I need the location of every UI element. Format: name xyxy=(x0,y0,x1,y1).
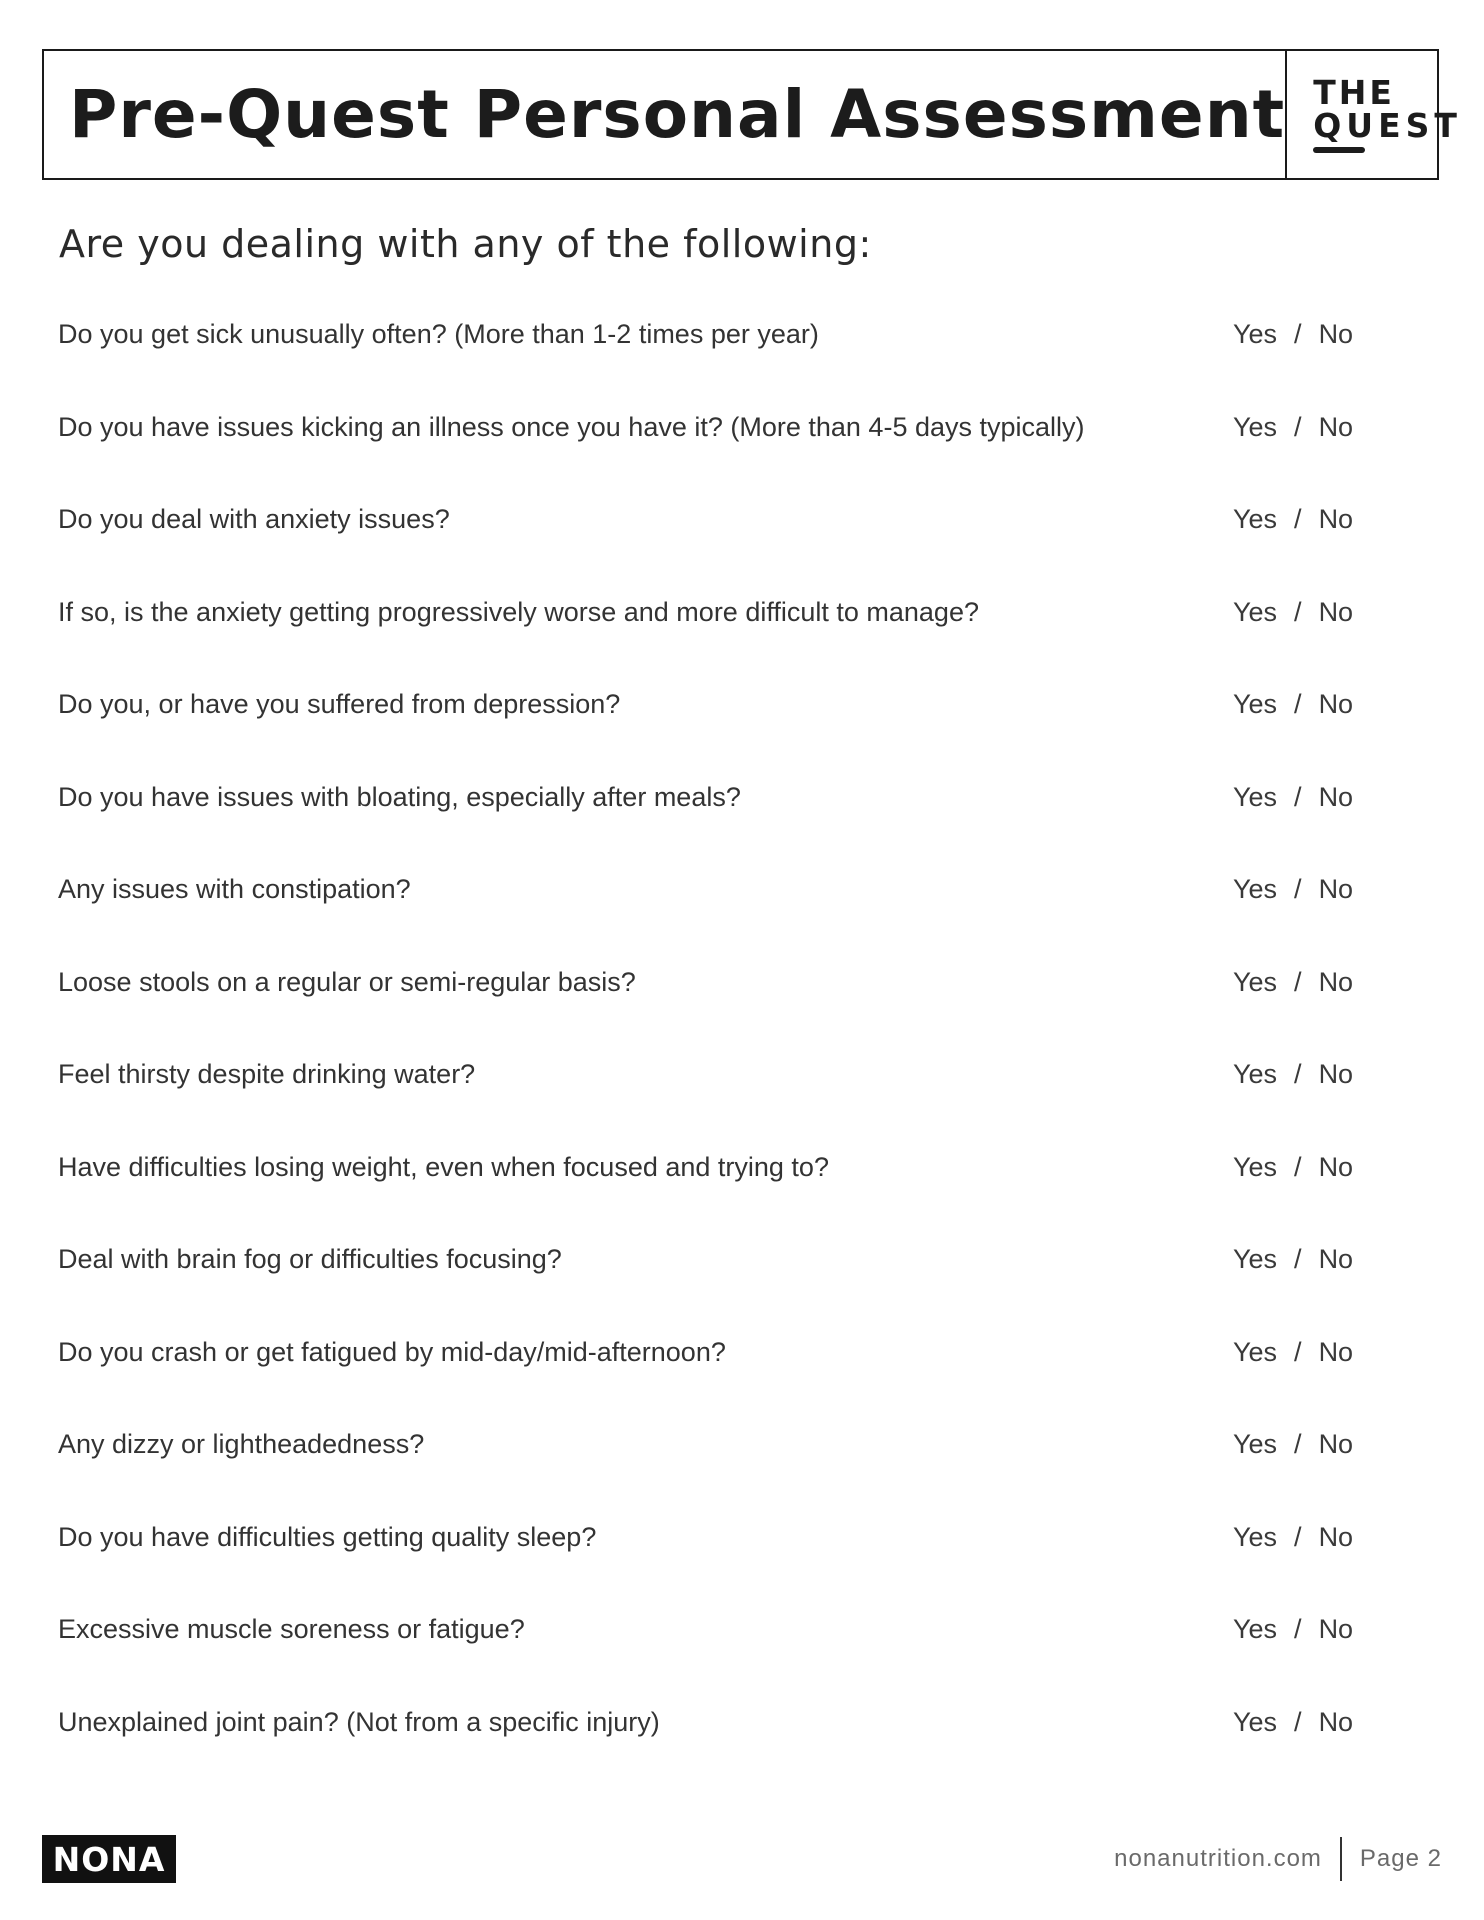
answer-separator: / xyxy=(1294,966,1302,997)
answer-separator: / xyxy=(1294,596,1302,627)
question-text: Do you have issues with bloating, especially after meals? xyxy=(58,781,741,812)
question-row xyxy=(0,1600,1484,1693)
question-text: Any issues with constipation? xyxy=(58,874,411,904)
question-text: Do you get sick unusually often? (More than 1-2 times per year) xyxy=(58,319,819,349)
answer-separator: / xyxy=(1294,1706,1302,1737)
question-row xyxy=(0,1045,1484,1138)
question-row xyxy=(0,768,1484,861)
footer-website: nonanutrition.com xyxy=(1114,1845,1322,1872)
question-text: If so, is the anxiety getting progressively worse and more difficult to manage? xyxy=(58,596,979,627)
header-box xyxy=(42,49,1462,180)
question-text: Excessive muscle soreness or fatigue? xyxy=(58,1614,525,1644)
question-text: Loose stools on a regular or semi-regular basis? xyxy=(58,966,636,997)
page-title: Pre-Quest Personal Assessment xyxy=(69,76,1286,153)
answer-no-option[interactable]: No xyxy=(1318,1614,1354,1644)
question-list xyxy=(0,305,1484,1785)
yes-no-answer xyxy=(1233,1152,1353,1183)
answer-separator: / xyxy=(1294,319,1302,349)
question-row xyxy=(0,305,1484,398)
answer-no-option[interactable]: No xyxy=(1318,1336,1354,1367)
answer-yes-option[interactable]: Yes xyxy=(1233,504,1278,534)
page-number: Page 2 xyxy=(1359,1845,1442,1872)
question-row xyxy=(0,490,1484,583)
answer-separator: / xyxy=(1294,781,1302,812)
yes-no-answer xyxy=(1233,1522,1353,1553)
answer-no-option[interactable]: No xyxy=(1318,1521,1354,1552)
answer-yes-option[interactable]: Yes xyxy=(1233,1151,1278,1182)
the-quest-logo xyxy=(1313,73,1462,153)
answer-separator: / xyxy=(1294,689,1302,719)
yes-no-answer xyxy=(1233,504,1353,535)
question-row xyxy=(0,860,1484,953)
answer-separator: / xyxy=(1294,1151,1302,1182)
yes-no-answer xyxy=(1233,1059,1353,1090)
question-text: Unexplained joint pain? (Not from a specific injury) xyxy=(58,1706,660,1737)
yes-no-answer xyxy=(1233,782,1353,813)
answer-no-option[interactable]: No xyxy=(1318,319,1354,349)
answer-separator: / xyxy=(1294,1059,1302,1089)
footer-right xyxy=(1114,1837,1442,1881)
question-row xyxy=(0,675,1484,768)
answer-no-option[interactable]: No xyxy=(1318,1706,1354,1737)
question-row xyxy=(0,1230,1484,1323)
yes-no-answer xyxy=(1233,1244,1353,1275)
question-row xyxy=(0,1693,1484,1786)
yes-no-answer xyxy=(1233,1429,1353,1460)
question-text: Any dizzy or lightheadedness? xyxy=(58,1429,425,1459)
section-heading: Are you dealing with any of the following: xyxy=(59,222,872,266)
answer-yes-option[interactable]: Yes xyxy=(1233,1244,1278,1274)
question-text: Do you crash or get fatigued by mid-day/mid-afternoon? xyxy=(58,1336,726,1367)
answer-no-option[interactable]: No xyxy=(1318,1151,1354,1182)
answer-no-option[interactable]: No xyxy=(1318,1429,1354,1459)
answer-yes-option[interactable]: Yes xyxy=(1233,1706,1278,1737)
question-text: Do you, or have you suffered from depression? xyxy=(58,689,621,719)
yes-no-answer xyxy=(1233,689,1353,720)
answer-no-option[interactable]: No xyxy=(1318,411,1354,442)
question-text: Have difficulties losing weight, even when focused and trying to? xyxy=(58,1151,829,1182)
answer-yes-option[interactable]: Yes xyxy=(1233,689,1278,719)
question-text: Do you deal with anxiety issues? xyxy=(58,504,450,534)
yes-no-answer xyxy=(1233,597,1353,628)
answer-no-option[interactable]: No xyxy=(1318,596,1354,627)
answer-no-option[interactable]: No xyxy=(1318,1244,1354,1274)
answer-yes-option[interactable]: Yes xyxy=(1233,781,1278,812)
yes-no-answer xyxy=(1233,1614,1353,1645)
footer-divider xyxy=(1340,1837,1342,1881)
header-title-cell xyxy=(44,51,1287,178)
answer-yes-option[interactable]: Yes xyxy=(1233,1521,1278,1552)
answer-yes-option[interactable]: Yes xyxy=(1233,1614,1278,1644)
answer-no-option[interactable]: No xyxy=(1318,874,1354,904)
answer-separator: / xyxy=(1294,874,1302,904)
answer-yes-option[interactable]: Yes xyxy=(1233,874,1278,904)
answer-no-option[interactable]: No xyxy=(1318,689,1354,719)
yes-no-answer xyxy=(1233,319,1353,350)
question-text: Do you have issues kicking an illness once you have it? (More than 4-5 days typically) xyxy=(58,411,1085,442)
question-row xyxy=(0,398,1484,491)
yes-no-answer xyxy=(1233,1707,1353,1738)
answer-separator: / xyxy=(1294,1336,1302,1367)
logo-line-the: THE xyxy=(1313,73,1395,112)
question-text: Deal with brain fog or difficulties focusing? xyxy=(58,1244,562,1274)
answer-separator: / xyxy=(1294,411,1302,442)
question-text: Feel thirsty despite drinking water? xyxy=(58,1059,476,1089)
nona-logo: NONA xyxy=(42,1835,176,1883)
header-logo-cell xyxy=(1287,51,1462,178)
answer-no-option[interactable]: No xyxy=(1318,504,1354,534)
answer-no-option[interactable]: No xyxy=(1318,781,1354,812)
question-row xyxy=(0,953,1484,1046)
answer-yes-option[interactable]: Yes xyxy=(1233,966,1278,997)
answer-separator: / xyxy=(1294,1521,1302,1552)
yes-no-answer xyxy=(1233,412,1353,443)
yes-no-answer xyxy=(1233,967,1353,998)
answer-yes-option[interactable]: Yes xyxy=(1233,596,1278,627)
yes-no-answer xyxy=(1233,1337,1353,1368)
question-row xyxy=(0,1508,1484,1601)
answer-no-option[interactable]: No xyxy=(1318,1059,1354,1089)
answer-separator: / xyxy=(1294,1429,1302,1459)
logo-line-quest: QUEST xyxy=(1313,106,1462,145)
logo-underline xyxy=(1313,147,1365,153)
answer-separator: / xyxy=(1294,1614,1302,1644)
question-text: Do you have difficulties getting quality sleep? xyxy=(58,1521,597,1552)
yes-no-answer xyxy=(1233,874,1353,905)
answer-yes-option[interactable]: Yes xyxy=(1233,1059,1278,1089)
answer-yes-option[interactable]: Yes xyxy=(1233,1336,1278,1367)
answer-yes-option[interactable]: Yes xyxy=(1233,319,1278,349)
question-row xyxy=(0,583,1484,676)
question-row xyxy=(0,1323,1484,1416)
question-row xyxy=(0,1138,1484,1231)
answer-separator: / xyxy=(1294,504,1302,534)
answer-yes-option[interactable]: Yes xyxy=(1233,1429,1278,1459)
answer-separator: / xyxy=(1294,1244,1302,1274)
answer-no-option[interactable]: No xyxy=(1318,966,1354,997)
question-row xyxy=(0,1415,1484,1508)
answer-yes-option[interactable]: Yes xyxy=(1233,411,1278,442)
